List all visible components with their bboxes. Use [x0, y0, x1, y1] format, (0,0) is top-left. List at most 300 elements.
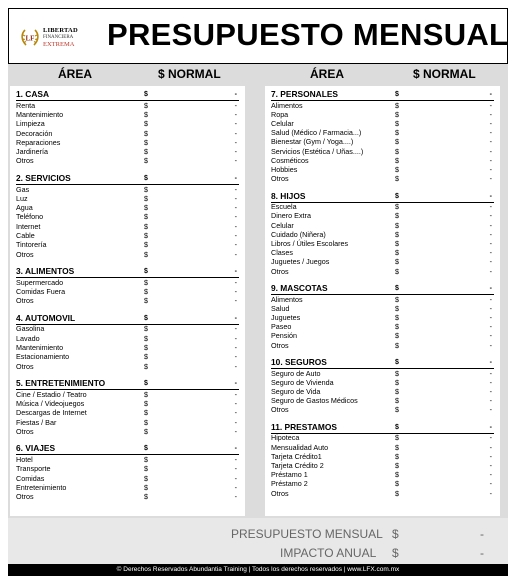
row-label: Préstamo 2: [271, 479, 308, 489]
section-total: -: [234, 91, 237, 98]
row-amount-input[interactable]: -: [234, 203, 237, 213]
row-label: Mantenimiento: [16, 109, 64, 119]
row-amount-input[interactable]: -: [234, 287, 237, 296]
row-amount-input[interactable]: -: [234, 482, 237, 492]
row-amount-input[interactable]: -: [489, 396, 492, 406]
row-amount-input[interactable]: -: [489, 461, 492, 470]
row-currency: $: [144, 296, 148, 306]
budget-row[interactable]: [271, 405, 494, 414]
row-currency: $: [144, 492, 148, 502]
row-label: Mensualidad Auto: [271, 442, 329, 452]
budget-row[interactable]: [16, 147, 239, 156]
row-currency: $: [144, 343, 148, 352]
row-currency: $: [395, 137, 399, 147]
row-currency: $: [395, 119, 399, 128]
row-currency: $: [144, 389, 148, 399]
row-amount-input[interactable]: -: [489, 128, 492, 138]
row-currency: $: [144, 240, 148, 250]
budget-row[interactable]: [16, 185, 239, 194]
section-currency: $: [144, 380, 148, 388]
row-amount-input[interactable]: -: [489, 239, 492, 248]
row-amount-input[interactable]: -: [234, 417, 237, 427]
row-currency: $: [395, 165, 399, 174]
row-currency: $: [144, 426, 148, 436]
budget-row[interactable]: [16, 418, 239, 427]
row-label: Otros: [16, 249, 34, 259]
budget-row[interactable]: [16, 129, 239, 138]
budget-row[interactable]: [16, 110, 239, 119]
budget-row[interactable]: [271, 174, 494, 183]
monthly-budget-label: PRESUPUESTO MENSUAL: [231, 527, 383, 541]
row-label: Libros / Útiles Escolares: [271, 239, 349, 248]
budget-row[interactable]: [271, 433, 494, 442]
row-amount-input[interactable]: -: [489, 479, 492, 489]
row-amount-input[interactable]: -: [489, 387, 492, 396]
budget-row[interactable]: [16, 390, 239, 399]
row-label: Seguro de Vivienda: [271, 377, 334, 387]
row-currency: $: [144, 100, 148, 110]
row-currency: $: [144, 221, 148, 231]
budget-row[interactable]: [271, 331, 494, 340]
row-amount-input[interactable]: -: [489, 229, 492, 239]
row-amount-input[interactable]: -: [234, 426, 237, 436]
budget-row[interactable]: [271, 248, 494, 257]
budget-row[interactable]: [271, 221, 494, 230]
row-label: Cable: [16, 231, 35, 240]
section-header: [16, 267, 239, 278]
budget-row[interactable]: [271, 443, 494, 452]
section-currency: $: [395, 91, 399, 98]
row-amount-input[interactable]: -: [489, 202, 492, 212]
budget-row[interactable]: [16, 119, 239, 128]
section-title: 3. ALIMENTOS: [16, 266, 75, 277]
budget-row[interactable]: [271, 101, 494, 110]
row-amount-input[interactable]: -: [489, 174, 492, 184]
row-amount-input[interactable]: -: [234, 352, 237, 362]
row-label: Paseo: [271, 322, 292, 332]
section-title: 8. HIJOS: [271, 190, 306, 201]
budget-row[interactable]: [271, 295, 494, 304]
budget-row[interactable]: [16, 455, 239, 464]
row-currency: $: [395, 396, 399, 406]
section-header: [16, 174, 239, 185]
row-label: Seguro de Vida: [271, 387, 321, 396]
budget-body: [8, 64, 508, 564]
row-label: Salud (Médico / Farmacia...): [271, 128, 362, 138]
section-header: [271, 192, 494, 203]
row-currency: $: [395, 442, 399, 452]
row-amount-input[interactable]: -: [489, 257, 492, 267]
row-currency: $: [395, 405, 399, 415]
row-label: Agua: [16, 203, 33, 213]
row-label: Otros: [16, 296, 34, 306]
budget-row[interactable]: [271, 396, 494, 405]
row-currency: $: [144, 399, 148, 408]
row-amount-input[interactable]: -: [234, 119, 237, 129]
budget-row[interactable]: [271, 470, 494, 479]
row-label: Gas: [16, 184, 30, 194]
row-amount-input[interactable]: -: [489, 248, 492, 258]
row-amount-input[interactable]: -: [489, 165, 492, 174]
row-label: Clases: [271, 248, 293, 258]
row-currency: $: [395, 155, 399, 165]
section-total: -: [234, 174, 237, 182]
budget-row[interactable]: [271, 304, 494, 313]
section-title: 7. PERSONALES: [271, 89, 339, 99]
row-amount-input[interactable]: -: [489, 109, 492, 119]
row-label: Celular: [271, 220, 294, 230]
row-currency: $: [395, 451, 399, 461]
row-amount-input[interactable]: -: [234, 184, 237, 194]
budget-row[interactable]: [271, 387, 494, 396]
budget-row[interactable]: [16, 334, 239, 343]
budget-row[interactable]: [16, 240, 239, 249]
row-label: Otros: [271, 488, 289, 498]
row-amount-input[interactable]: -: [489, 119, 492, 128]
section-total: -: [489, 285, 492, 292]
row-amount-input[interactable]: -: [489, 313, 492, 322]
budget-row[interactable]: [16, 212, 239, 221]
right-budget-panel: [265, 86, 500, 516]
row-currency: $: [395, 109, 399, 119]
section-total: -: [489, 359, 492, 366]
row-amount-input[interactable]: -: [234, 473, 237, 483]
row-amount-input[interactable]: -: [489, 266, 492, 276]
section-total: -: [234, 268, 237, 276]
budget-row[interactable]: [271, 230, 494, 239]
row-label: Internet: [16, 221, 41, 231]
row-amount-input[interactable]: -: [234, 137, 237, 147]
section-title: 10. SEGUROS: [271, 357, 327, 367]
budget-row[interactable]: [271, 202, 494, 211]
row-currency: $: [144, 156, 148, 166]
section-title: 11. PRESTAMOS: [271, 421, 337, 432]
section-title: 2. SERVICIOS: [16, 172, 71, 183]
row-currency: $: [395, 266, 399, 276]
row-amount-input[interactable]: -: [234, 361, 237, 371]
row-amount-input[interactable]: -: [234, 109, 237, 119]
row-label: Juguetes / Juegos: [271, 257, 330, 267]
row-currency: $: [395, 433, 399, 443]
row-amount-input[interactable]: -: [489, 220, 492, 230]
row-amount-input[interactable]: -: [489, 331, 492, 341]
row-amount-input[interactable]: -: [234, 212, 237, 222]
row-amount-input[interactable]: -: [234, 249, 237, 259]
row-label: Fiestas / Bar: [16, 417, 57, 427]
row-currency: $: [395, 488, 399, 498]
row-amount-input[interactable]: -: [489, 433, 492, 443]
section-total: -: [234, 380, 237, 388]
section-currency: $: [144, 91, 148, 98]
budget-row[interactable]: [16, 194, 239, 203]
budget-row[interactable]: [16, 250, 239, 259]
row-label: Otros: [16, 426, 34, 436]
row-currency: $: [144, 193, 148, 203]
budget-row[interactable]: [271, 165, 494, 174]
row-label: Lavado: [16, 333, 40, 343]
row-currency: $: [395, 202, 399, 212]
row-amount-input[interactable]: -: [234, 333, 237, 343]
row-label: Tarjeta Crédito 2: [271, 461, 324, 470]
row-amount-input[interactable]: -: [234, 389, 237, 399]
row-currency: $: [144, 137, 148, 147]
budget-row[interactable]: [271, 128, 494, 137]
row-amount-input[interactable]: -: [234, 464, 237, 474]
row-currency: $: [395, 377, 399, 387]
annual-impact-total: -: [480, 546, 484, 560]
row-amount-input[interactable]: -: [489, 488, 492, 498]
row-amount-input[interactable]: -: [234, 492, 237, 502]
section-title: 6. VIAJES: [16, 443, 56, 454]
section-currency: $: [395, 359, 399, 366]
row-currency: $: [395, 331, 399, 341]
row-currency: $: [144, 184, 148, 194]
row-amount-input[interactable]: -: [489, 451, 492, 461]
budget-row[interactable]: [16, 203, 239, 212]
row-amount-input[interactable]: -: [489, 377, 492, 387]
row-amount-input[interactable]: -: [234, 100, 237, 110]
row-currency: $: [395, 248, 399, 258]
section-header: [271, 284, 494, 295]
row-label: Préstamo 1: [271, 470, 308, 480]
budget-row[interactable]: [16, 156, 239, 165]
budget-row[interactable]: [16, 464, 239, 473]
monthly-budget-currency: $: [392, 527, 399, 541]
budget-row[interactable]: [271, 452, 494, 461]
row-amount-input[interactable]: -: [234, 156, 237, 166]
budget-row[interactable]: [16, 101, 239, 110]
row-amount-input[interactable]: -: [234, 193, 237, 203]
row-amount-input[interactable]: -: [234, 343, 237, 352]
row-label: Seguro de Auto: [271, 368, 321, 378]
row-label: Dinero Extra: [271, 211, 311, 221]
row-amount-input[interactable]: -: [489, 155, 492, 165]
budget-row[interactable]: [271, 267, 494, 276]
annual-impact-label: IMPACTO ANUAL: [280, 546, 377, 560]
section-currency: $: [144, 314, 148, 322]
budget-row[interactable]: [16, 324, 239, 333]
row-label: Celular: [271, 119, 294, 128]
section-total: -: [489, 192, 492, 200]
row-label: Tarjeta Crédito1: [271, 451, 322, 461]
row-label: Luz: [16, 193, 28, 203]
row-label: Alimentos: [271, 294, 303, 304]
budget-row[interactable]: [16, 138, 239, 147]
row-label: Comidas Fuera: [16, 287, 66, 296]
budget-row[interactable]: [16, 287, 239, 296]
budget-row[interactable]: [271, 211, 494, 220]
monthly-budget-total: -: [480, 527, 484, 541]
row-currency: $: [395, 174, 399, 184]
row-label: Entretenimiento: [16, 482, 67, 492]
budget-row[interactable]: [271, 119, 494, 128]
row-amount-input[interactable]: -: [234, 231, 237, 240]
section-header: [16, 90, 239, 101]
row-currency: $: [395, 303, 399, 313]
laurel-emblem-icon: [19, 26, 41, 48]
row-label: Otros: [16, 156, 34, 166]
budget-row[interactable]: [16, 222, 239, 231]
budget-row[interactable]: [271, 110, 494, 119]
section-total: -: [234, 445, 237, 453]
row-currency: $: [395, 220, 399, 230]
row-amount-input[interactable]: -: [489, 340, 492, 350]
section-currency: $: [395, 192, 399, 200]
row-currency: $: [395, 257, 399, 267]
row-amount-input[interactable]: -: [489, 470, 492, 480]
summary-panel: [8, 518, 508, 564]
row-label: Bienestar (Gym / Yoga....): [271, 137, 354, 147]
page-title: PRESUPUESTO MENSUAL: [107, 17, 509, 52]
row-amount-input[interactable]: -: [234, 128, 237, 138]
budget-row[interactable]: [16, 408, 239, 417]
row-label: Otros: [271, 266, 289, 276]
row-amount-input[interactable]: -: [234, 455, 237, 464]
row-label: Otros: [271, 174, 289, 184]
section-title: 5. ENTRETENIMIENTO: [16, 378, 106, 389]
budget-row[interactable]: [271, 479, 494, 488]
row-currency: $: [395, 340, 399, 350]
row-label: Pensión: [271, 331, 297, 341]
row-label: Renta: [16, 100, 36, 110]
row-label: Alimentos: [271, 100, 303, 110]
row-label: Transporte: [16, 464, 51, 474]
row-currency: $: [395, 387, 399, 396]
budget-row[interactable]: [16, 427, 239, 436]
budget-row[interactable]: [16, 399, 239, 408]
row-label: Gasolina: [16, 324, 45, 334]
row-label: Hipoteca: [271, 433, 300, 443]
row-label: Comidas: [16, 473, 45, 483]
row-currency: $: [395, 211, 399, 221]
row-currency: $: [144, 249, 148, 259]
left-budget-panel: [10, 86, 245, 516]
row-amount-input[interactable]: -: [234, 296, 237, 306]
row-label: Juguetes: [271, 313, 301, 322]
row-label: Otros: [16, 361, 34, 371]
section-header: [16, 379, 239, 390]
row-amount-input[interactable]: -: [489, 405, 492, 415]
budget-row[interactable]: [271, 378, 494, 387]
budget-row[interactable]: [271, 137, 494, 146]
row-amount-input[interactable]: -: [489, 368, 492, 378]
budget-row[interactable]: [16, 474, 239, 483]
row-label: Reparaciones: [16, 137, 61, 147]
row-label: Música / Videojuegos: [16, 399, 85, 408]
row-amount-input[interactable]: -: [234, 399, 237, 408]
row-label: Hotel: [16, 455, 33, 464]
row-amount-input[interactable]: -: [234, 408, 237, 418]
logo-line-2: FINANCIERA: [43, 35, 74, 40]
budget-row[interactable]: [271, 313, 494, 322]
copyright-footer: © Derechos Reservados Abundantia Training | Todos los derechos reservados | www.LFX.com.mx: [8, 564, 508, 576]
row-label: Jardinería: [16, 147, 48, 157]
row-amount-input[interactable]: -: [234, 147, 237, 157]
row-currency: $: [395, 368, 399, 378]
row-label: Estacionamiento: [16, 352, 70, 362]
row-label: Escuela: [271, 202, 297, 212]
section-currency: $: [144, 268, 148, 276]
row-label: Ropa: [271, 109, 289, 119]
budget-row[interactable]: [16, 231, 239, 240]
row-amount-input[interactable]: -: [489, 442, 492, 452]
row-currency: $: [144, 361, 148, 371]
section-total: -: [234, 314, 237, 322]
section-header: [16, 314, 239, 325]
row-currency: $: [144, 352, 148, 362]
budget-row[interactable]: [271, 369, 494, 378]
row-currency: $: [395, 146, 399, 156]
budget-row[interactable]: [271, 322, 494, 331]
row-currency: $: [144, 324, 148, 334]
row-amount-input[interactable]: -: [234, 221, 237, 231]
budget-row[interactable]: [16, 278, 239, 287]
row-currency: $: [395, 461, 399, 470]
row-currency: $: [395, 239, 399, 248]
row-currency: $: [144, 333, 148, 343]
row-currency: $: [144, 277, 148, 287]
row-currency: $: [144, 287, 148, 296]
row-amount-input[interactable]: -: [489, 100, 492, 110]
row-amount-input[interactable]: -: [489, 303, 492, 313]
row-currency: $: [395, 229, 399, 239]
right-normal-header: $ NORMAL: [413, 67, 476, 81]
budget-row[interactable]: [16, 362, 239, 371]
row-label: Seguro de Gastos Médicos: [271, 396, 358, 406]
row-label: Otros: [16, 492, 34, 502]
section-currency: $: [395, 423, 399, 431]
row-amount-input[interactable]: -: [489, 137, 492, 147]
budget-row[interactable]: [271, 147, 494, 156]
section-header: [271, 423, 494, 434]
row-currency: $: [144, 231, 148, 240]
budget-row[interactable]: [271, 156, 494, 165]
row-label: Otros: [271, 405, 289, 415]
row-amount-input[interactable]: -: [234, 324, 237, 334]
row-currency: $: [395, 322, 399, 332]
row-amount-input[interactable]: -: [489, 322, 492, 332]
row-amount-input[interactable]: -: [234, 240, 237, 250]
budget-row[interactable]: [16, 352, 239, 361]
row-amount-input[interactable]: -: [489, 146, 492, 156]
row-amount-input[interactable]: -: [489, 211, 492, 221]
row-label: Cosméticos: [271, 155, 309, 165]
row-label: Decoración: [16, 128, 53, 138]
budget-row[interactable]: [271, 239, 494, 248]
row-currency: $: [144, 109, 148, 119]
row-label: Teléfono: [16, 212, 44, 222]
row-label: Descargas de Internet: [16, 408, 87, 418]
budget-row[interactable]: [16, 343, 239, 352]
budget-row[interactable]: [16, 296, 239, 305]
row-amount-input[interactable]: -: [489, 294, 492, 304]
row-label: Supermercado: [16, 277, 64, 287]
budget-row[interactable]: [271, 341, 494, 350]
svg-text:LF: LF: [25, 34, 35, 43]
row-amount-input[interactable]: -: [234, 277, 237, 287]
budget-row[interactable]: [271, 489, 494, 498]
row-currency: $: [144, 417, 148, 427]
budget-row[interactable]: [16, 492, 239, 501]
section-currency: $: [144, 174, 148, 182]
budget-row[interactable]: [271, 257, 494, 266]
header-bar: [8, 8, 508, 64]
budget-row[interactable]: [271, 461, 494, 470]
logo-line-1: LIBERTAD: [43, 27, 78, 34]
right-area-header: ÁREA: [310, 67, 345, 81]
budget-row[interactable]: [16, 483, 239, 492]
logo-line-3: EXTREMA: [43, 41, 75, 48]
